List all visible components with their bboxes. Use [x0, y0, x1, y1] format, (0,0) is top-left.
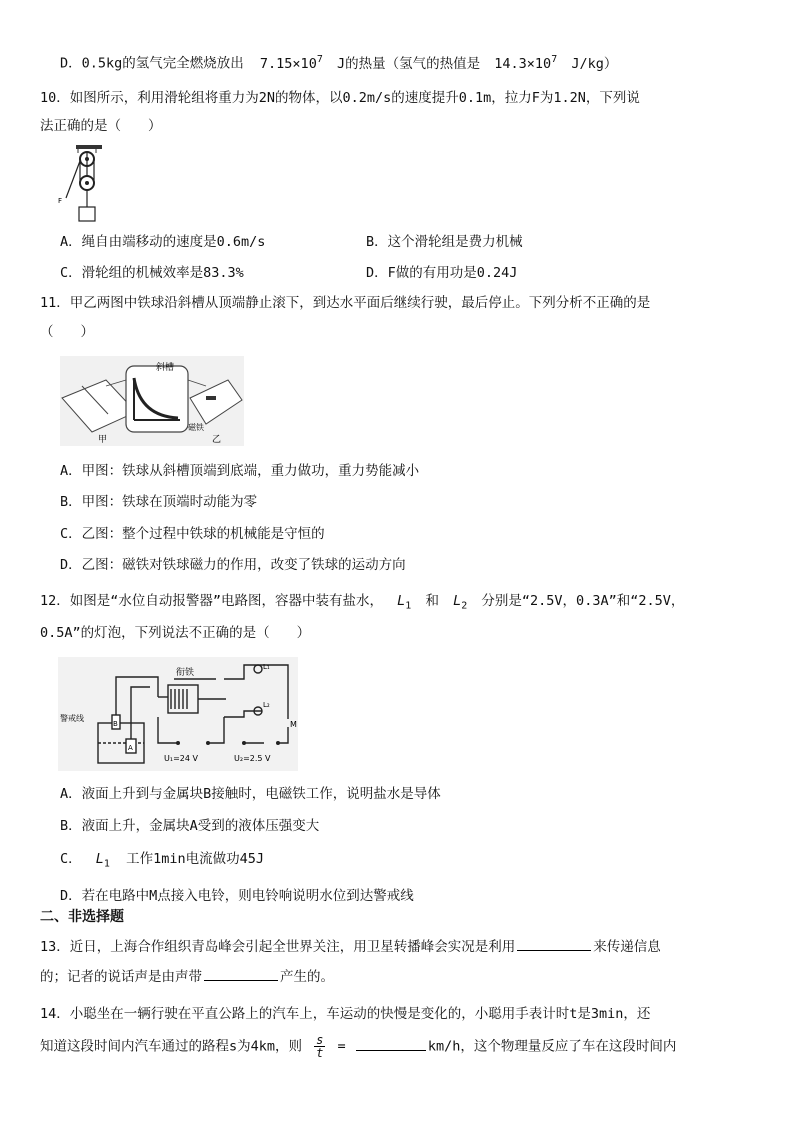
- q13-text-pre: 13．近日，上海合作组织青岛峰会引起全世界关注，用卫星转播峰会实况是利用: [40, 939, 516, 955]
- q14-equals: =: [337, 1038, 346, 1055]
- q12-option-d: D．若在电路中M点接入电铃，则电铃响说明水位到达警戒线: [60, 888, 414, 904]
- q11-stem-line1: 11．甲乙两图中铁球沿斜槽从顶端静止滚下，到达水平面后继续行驶，最后停止。下列分析不正确的是: [40, 295, 651, 311]
- q14-line2-pre: 知道这段时间内汽车通过的路程s为4km，则: [40, 1038, 303, 1055]
- q10-stem-line1: 10．如图所示，利用滑轮组将重力为2N的物体，以0.2m/s的速度提升0.1m，拉力F为1.2N，下列说: [40, 90, 640, 106]
- q13-blank-1[interactable]: [517, 936, 591, 951]
- q12-option-a: A．液面上升到与金属块B接触时，电磁铁工作，说明盐水是导体: [60, 786, 441, 802]
- q12-optc-subscript: 1: [103, 858, 110, 870]
- pulley-force-label: F: [58, 197, 63, 205]
- q12-l1-subscript: 1: [405, 600, 412, 612]
- q12-l1-symbol: L: [397, 593, 406, 609]
- q10-option-b: B．这个滑轮组是费力机械: [366, 234, 523, 250]
- q14-blank-1[interactable]: [356, 1036, 426, 1051]
- q13-line1: [40, 936, 770, 958]
- ramp-label-yi: 乙: [212, 435, 222, 445]
- q12-optc-prefix: C．: [60, 851, 82, 867]
- q13-line2: [40, 966, 770, 988]
- circuit-label-l1: L₁: [263, 663, 270, 671]
- q9-optd-heatvalue: 14.3×10: [494, 55, 552, 72]
- q9-optd-mid: J的热量（氢气的热值是: [337, 55, 481, 72]
- q10-option-a: A．绳自由端移动的速度是0.6m/s: [60, 234, 266, 250]
- q9-optd-energy: 7.15×10: [259, 55, 317, 72]
- q12-stem-text: 12．如图是“水位自动报警器”电路图，容器中装有盐水，: [40, 593, 384, 609]
- ramp-label-magnet: 磁铁: [188, 423, 204, 432]
- circuit-label-warning: 警戒线: [60, 714, 84, 723]
- q12-stem-spec: 分别是“2.5V，0.3A”和“2.5V，: [481, 593, 685, 609]
- q14-frac-den: t: [316, 1046, 324, 1060]
- q14-line2: [40, 1034, 770, 1059]
- ramp-label-jia: 甲: [98, 435, 108, 445]
- circuit-label-l2: L₂: [263, 701, 270, 709]
- q12-and: 和: [425, 593, 439, 609]
- circuit-label-u1: U₁=24 V: [164, 754, 198, 763]
- q10-option-c: C．滑轮组的机械效率是83.3%: [60, 265, 244, 281]
- q14-line1: 14．小聪坐在一辆行驶在平直公路上的汽车上，车运动的快慢是变化的，小聪用手表计时t是3min，还: [40, 1006, 651, 1022]
- q10-option-d: D．F做的有用功是0.24J: [366, 265, 518, 281]
- q11-option-c: C．乙图：整个过程中铁球的机械能是守恒的: [60, 526, 325, 542]
- circuit-figure: [58, 657, 298, 771]
- q14-fraction: [314, 1034, 325, 1059]
- q12-stem-line2: 0.5A”的灯泡，下列说法不正确的是（ ）: [40, 625, 311, 641]
- q12-l2-symbol: L: [453, 593, 462, 609]
- q10-stem-line2: 法正确的是（ ）: [40, 118, 162, 134]
- q9-optd-text: D．0.5kg的氢气完全燃烧放出: [60, 55, 244, 72]
- circuit-label-armature: 衔铁: [176, 668, 195, 678]
- q13-line2-pre: 的；记者的说话声是由声带: [40, 969, 202, 985]
- q14-frac-num: s: [316, 1033, 324, 1047]
- section-title-nonchoice: 二、非选择题: [40, 909, 124, 925]
- pulley-figure: [56, 143, 106, 225]
- q11-stem-line2: （ ）: [40, 324, 94, 340]
- q12-l2-subscript: 2: [461, 600, 468, 612]
- q12-option-c: [60, 848, 790, 876]
- circuit-label-u2: U₂=2.5 V: [234, 754, 271, 763]
- q13-line2-post: 产生的。: [280, 969, 334, 985]
- q11-option-d: D．乙图：磁铁对铁球磁力的作用，改变了铁球的运动方向: [60, 557, 406, 573]
- q12-optc-l-symbol: L: [95, 851, 104, 867]
- q13-text-post: 来传递信息: [593, 939, 661, 955]
- ramp-figure: [60, 356, 244, 446]
- circuit-label-b: B: [113, 720, 118, 728]
- q9-optd-heatvalue-exp: 7: [551, 54, 558, 65]
- q13-blank-2[interactable]: [204, 966, 278, 981]
- circuit-label-a: A: [128, 744, 133, 752]
- q11-option-a: A．甲图：铁球从斜槽顶端到底端，重力做功，重力势能减小: [60, 463, 420, 479]
- q9-optd-unit: J/kg）: [571, 55, 618, 72]
- q12-option-b: B．液面上升，金属块A受到的液体压强变大: [60, 818, 320, 834]
- ramp-label-slope: 斜槽: [156, 363, 175, 373]
- q9-optd-energy-exp: 7: [316, 54, 323, 65]
- q14-line2-post: km/h，这个物理量反应了车在这段时间内: [427, 1038, 677, 1055]
- circuit-label-m: M: [290, 720, 297, 729]
- q12-optc-text: 工作1min电流做功45J: [126, 851, 264, 867]
- q11-option-b: B．甲图：铁球在顶端时动能为零: [60, 494, 258, 510]
- q9-option-d: [60, 49, 790, 75]
- q12-stem-line1: [40, 590, 770, 618]
